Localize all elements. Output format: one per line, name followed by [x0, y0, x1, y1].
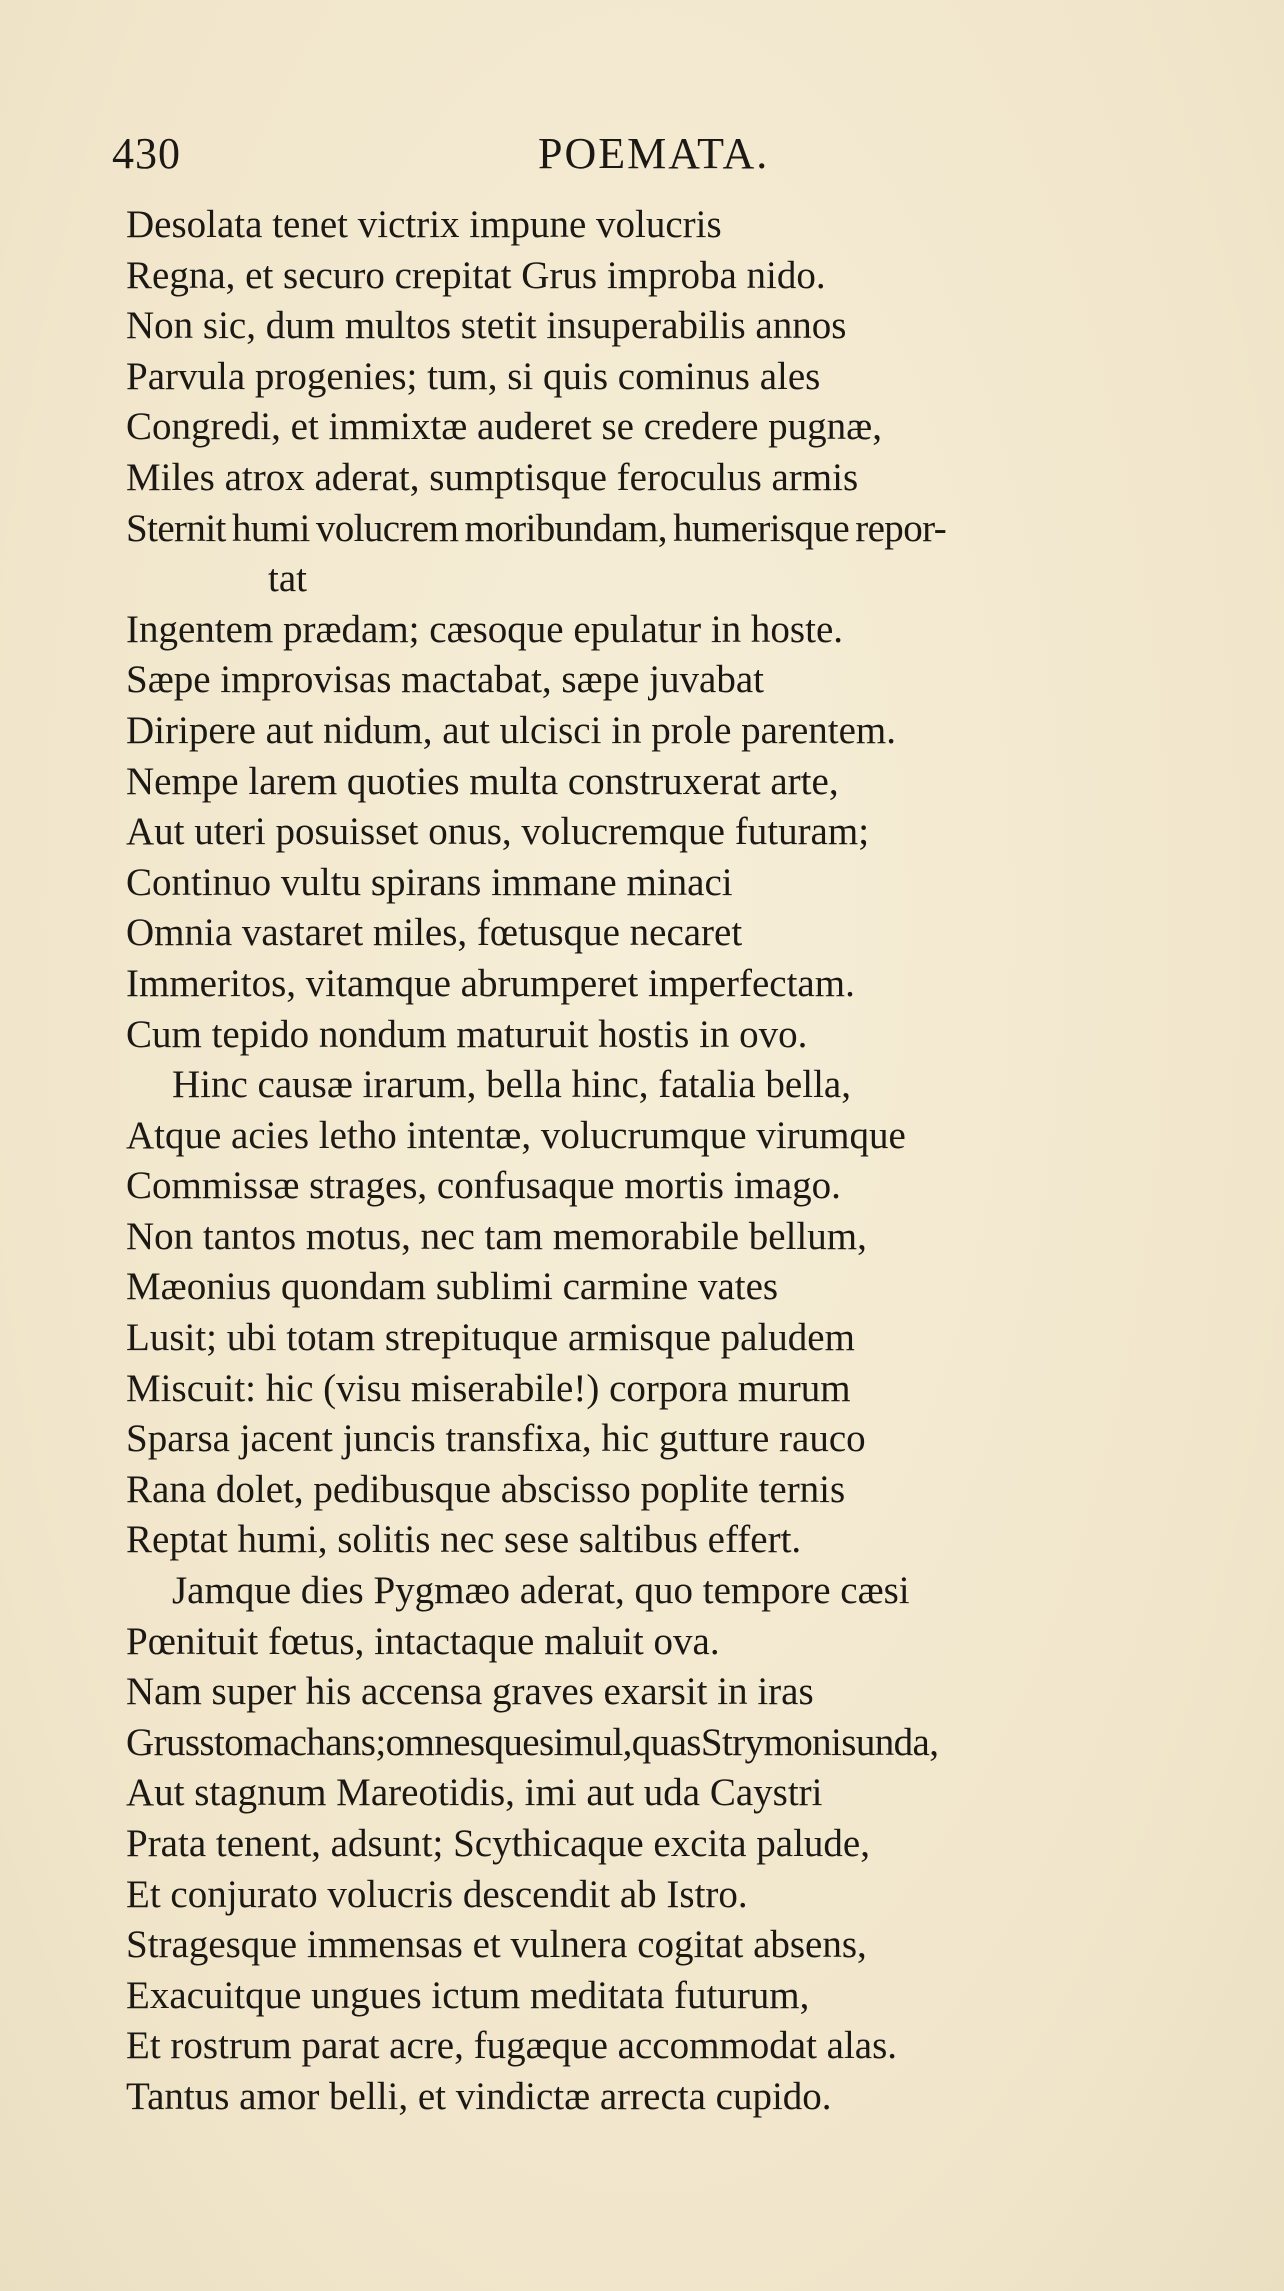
poem-line: Continuo vultu spirans immane minaci — [126, 860, 733, 904]
poem-line: Mæonius quondam sublimi carmine vates — [126, 1265, 779, 1309]
running-head: POEMATA. — [538, 129, 770, 178]
poem-line: Rana dolet, pedibusque abscisso poplite ternis — [126, 1467, 846, 1511]
page-number: 430 — [112, 129, 181, 178]
poem-line: tat — [268, 557, 307, 601]
poem-line: Prata tenent, adsunt; Scythicaque excita palude, — [126, 1822, 870, 1865]
poem-line: Omnia vastaret miles, fœtusque necaret — [126, 911, 743, 955]
poem-line: Nempe larem quoties multa construxerat arte, — [126, 759, 839, 803]
poem-line: Desolata tenet victrix impune volucris — [126, 203, 722, 246]
poem-line: Hinc causæ irarum, bella hinc, fatalia bella, — [172, 1063, 851, 1107]
poem-line: Miscuit: hic (visu miserabile!) corpora murum — [126, 1366, 851, 1410]
poem-line: Atque acies letho intentæ, volucrumque virumque — [126, 1113, 906, 1157]
poem-line: Exacuitque ungues ictum meditata futurum, — [126, 1973, 810, 2017]
poem-line: Nam super his accensa graves exarsit in iras — [126, 1670, 814, 1714]
poem-text — [126, 200, 1246, 2123]
poem-line: Miles atrox aderat, sumptisque feroculus armis — [126, 455, 859, 499]
page-header — [112, 128, 1192, 188]
poem-line: Lusit; ubi totam strepituque armisque paludem — [126, 1316, 855, 1360]
poem-line: Commissæ strages, confusaque mortis imago. — [126, 1164, 841, 1208]
poem-line: Cum tepido nondum maturuit hostis in ovo. — [126, 1012, 808, 1056]
poem-line: Sparsa jacent juncis transfixa, hic gutture rauco — [126, 1417, 866, 1461]
poem-line: Congredi, et immixtæ auderet se credere pugnæ, — [126, 405, 882, 449]
poem-line: Et conjurato volucris descendit ab Istro. — [126, 1872, 748, 1916]
poem-line: Regna, et securo crepitat Grus improba nido. — [126, 253, 826, 297]
poem-line: Diripere aut nidum, aut ulcisci in prole parentem. — [126, 708, 897, 752]
poem-line: Non sic, dum multos stetit insuperabilis annos — [126, 304, 847, 348]
poem-line: Sternit humi volucrem moribundam, humerisque repor- — [126, 506, 947, 550]
poem-line: Jamque dies Pygmæo aderat, quo tempore cæsi — [172, 1569, 910, 1613]
poem-line: Non tantos motus, nec tam memorabile bellum, — [126, 1214, 867, 1258]
poem-line: Ingentem prædam; cæsoque epulatur in hoste. — [126, 607, 844, 651]
poem-line: Reptat humi, solitis nec sese saltibus effert. — [126, 1518, 802, 1562]
poem-line: Et rostrum parat acre, fugæque accommodat alas. — [126, 2024, 898, 2068]
poem-line: Parvula progenies; tum, si quis cominus ales — [126, 354, 821, 398]
poem-line: Tantus amor belli, et vindictæ arrecta cupido. — [126, 2074, 832, 2118]
poem-line: Aut stagnum Mareotidis, imi aut uda Caystri — [126, 1771, 823, 1815]
poem-line: Sæpe improvisas mactabat, sæpe juvabat — [126, 658, 764, 702]
poem-line: Pœnituit fœtus, intactaque maluit ova. — [126, 1619, 720, 1663]
poem-line: Stragesque immensas et vulnera cogitat absens, — [126, 1923, 867, 1967]
poem-line: Grusstomachans;omnesquesimul,quasStrymonisunda, — [126, 1720, 939, 1764]
poem-line: Immeritos, vitamque abrumperet imperfectam. — [126, 961, 855, 1005]
poem-line: Aut uteri posuisset onus, volucremque futuram; — [126, 810, 870, 854]
